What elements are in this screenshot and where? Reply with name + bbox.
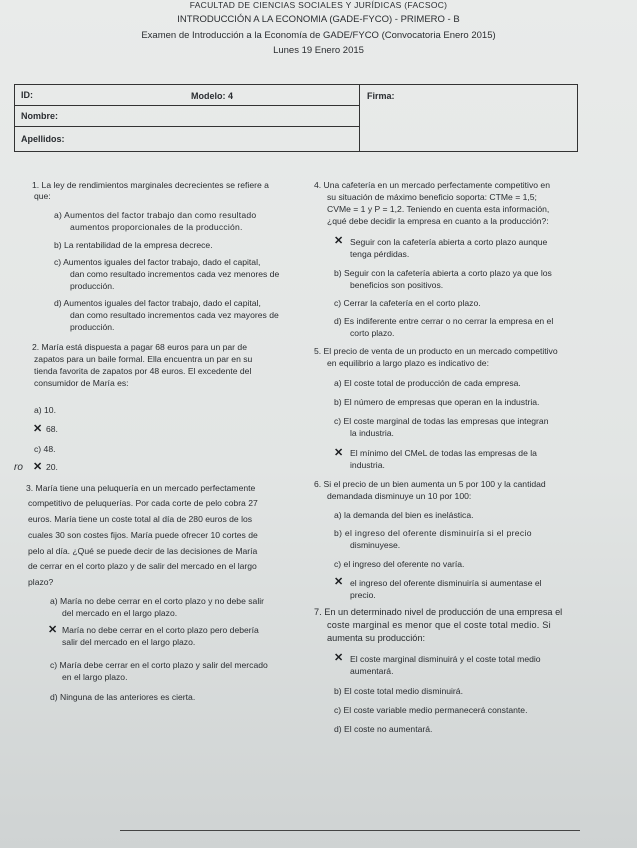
q3-option-b-1[interactable]: María no debe cerrar en el corto plazo pero debería — [62, 625, 259, 635]
modelo-label: Modelo: 4 — [191, 91, 233, 101]
cross-mark-icon: ✕ — [334, 576, 344, 588]
q5-option-c-1[interactable]: c) El coste marginal de todas las empresas que integran — [334, 416, 549, 426]
exam-date: Lunes 19 Enero 2015 — [273, 45, 364, 56]
q1-option-b[interactable]: b) La rentabilidad de la empresa decrece. — [54, 240, 213, 250]
q3-option-a-1[interactable]: a) María no debe cerrar en el corto plazo y no debe salir — [50, 596, 265, 606]
q7-option-b[interactable]: b) El coste total medio disminuirá. — [334, 686, 463, 696]
q3-option-c-1[interactable]: c) María debe cerrar en el corto plazo y salir del mercado — [50, 660, 268, 670]
q5-option-c-2: la industria. — [350, 428, 394, 438]
q4-option-d-2: corto plazo. — [350, 328, 395, 338]
faculty-title: FACULTAD DE CIENCIAS SOCIALES Y JURÍDICAS (FACSOC) — [189, 0, 448, 10]
cross-mark-icon: ✕ — [334, 235, 344, 247]
q5-line-2: en equilibrio a largo plazo es indicativo de: — [327, 358, 489, 368]
q4-option-b-2: beneficios son positivos. — [350, 280, 444, 290]
q7-line-3: aumenta su producción: — [327, 633, 426, 643]
q1-option-c-1[interactable]: c) Aumentos iguales del factor trabajo, dado el capital, — [54, 257, 261, 267]
q5-line-1: 5. El precio de venta de un producto en un mercado competitivo — [314, 346, 558, 356]
q4-option-a-1[interactable]: Seguir con la cafetería abierta a corto plazo aunque — [350, 237, 548, 247]
q3-line-2: competitivo de peluquerías. Por cada corte de pelo cobra 27 — [28, 498, 258, 508]
q2-line-4: consumidor de María es: — [34, 378, 129, 388]
q1-option-a-2: aumentos proporcionales de la producción. — [70, 222, 243, 232]
q6-line-2: demandada disminuye un 10 por 100: — [327, 491, 472, 501]
q4-option-b-1[interactable]: b) Seguir con la cafetería abierta a corto plazo ya que los — [334, 268, 552, 278]
q3-line-6: de cerrar en el corto plazo y de salir del mercado en el largo — [28, 561, 257, 571]
page-bottom-line — [120, 830, 580, 831]
course-title: INTRODUCCIÓN A LA ECONOMIA (GADE-FYCO) - PRIMERO - B — [177, 14, 460, 25]
q1-option-c-3: producción. — [70, 281, 115, 291]
cross-mark-icon: ✕ — [334, 652, 344, 664]
id-row[interactable] — [15, 85, 359, 106]
q6-option-b-1[interactable]: b) el ingreso del oferente disminuiría si el precio — [334, 528, 532, 538]
cross-mark-icon: ✕ — [48, 624, 58, 636]
q7-option-d[interactable]: d) El coste no aumentará. — [334, 724, 433, 734]
q3-line-7: plazo? — [28, 577, 54, 587]
q4-option-a-2: tenga pérdidas. — [350, 249, 410, 259]
q4-line-2: su situación de máximo beneficio soporta: CTMe = 1,5; — [327, 192, 537, 202]
q2-option-d[interactable]: 20. — [46, 462, 58, 472]
q3-line-1: 3. María tiene una peluquería en un mercado perfectamente — [26, 483, 256, 493]
q2-option-b[interactable]: 68. — [46, 424, 58, 434]
cross-mark-icon: ✕ — [33, 423, 43, 435]
q1-option-a-1[interactable]: a) Aumentos del factor trabajo dan como resultado — [54, 210, 257, 220]
q4-line-3: CVMe = 1 y P = 1,2. Teniendo en cuenta esta información, — [327, 204, 550, 214]
q6-option-d-2: precio. — [350, 590, 376, 600]
q4-option-d-1[interactable]: d) Es indiferente entre cerrar o no cerrar la empresa en el — [334, 316, 554, 326]
q6-option-d-1[interactable]: el ingreso del oferente disminuiría si aumentase el — [350, 578, 542, 588]
q6-option-c[interactable]: c) el ingreso del oferente no varía. — [334, 559, 465, 569]
q4-option-c[interactable]: c) Cerrar la cafetería en el corto plazo. — [334, 298, 481, 308]
q4-line-4: ¿qué debe decidir la empresa en cuanto a la producción?: — [327, 216, 549, 226]
q2-option-c[interactable]: c) 48. — [34, 444, 56, 454]
q6-line-1: 6. Si el precio de un bien aumenta un 5 por 100 y la cantidad — [314, 479, 546, 489]
q6-option-b-2: disminuyese. — [350, 540, 401, 550]
q1-line-1: 1. La ley de rendimientos marginales decrecientes se refiere a — [32, 180, 269, 190]
q2-line-3: tienda favorita de zapatos por 48 euros. El excedente del — [34, 366, 252, 376]
handwritten-note: ro — [14, 462, 23, 473]
firma-label: Firma: — [367, 91, 395, 101]
q3-option-b-2: salir del mercado en el largo plazo. — [62, 637, 196, 647]
q5-option-d-1[interactable]: El mínimo del CMeL de todas las empresas de la — [350, 448, 537, 458]
nombre-row[interactable] — [15, 106, 359, 127]
nombre-label: Nombre: — [21, 111, 59, 121]
q1-option-d-1[interactable]: d) Aumentos iguales del factor trabajo, dado el capital, — [54, 298, 261, 308]
q6-option-a[interactable]: a) la demanda del bien es inelástica. — [334, 510, 474, 520]
q3-option-c-2: en el largo plazo. — [62, 672, 128, 682]
cross-mark-icon: ✕ — [33, 461, 43, 473]
q1-option-d-3: producción. — [70, 322, 115, 332]
box-divider — [359, 85, 360, 151]
exam-title: Examen de Introducción a la Economía de GADE/FYCO (Convocatoria Enero 2015) — [141, 30, 496, 41]
q2-option-a[interactable]: a) 10. — [34, 405, 56, 415]
q3-line-4: cuales 30 son costes fijos. María puede ofrecer 10 cortes de — [28, 530, 258, 540]
q2-line-2: zapatos para un baile formal. Ella encuentra un par en su — [34, 354, 253, 364]
q3-line-5: pelo al día. ¿Qué se puede decir de las decisiones de María — [28, 546, 258, 556]
q5-option-b[interactable]: b) El número de empresas que operan en la industria. — [334, 397, 540, 407]
apellidos-label: Apellidos: — [21, 134, 65, 144]
q2-line-1: 2. María está dispuesta a pagar 68 euros para un par de — [32, 342, 247, 352]
q1-option-d-2: dan como resultado incrementos cada vez mayores de — [70, 310, 279, 320]
apellidos-row[interactable] — [15, 127, 359, 151]
student-info-box — [14, 84, 578, 152]
q5-option-d-2: industria. — [350, 460, 385, 470]
q5-option-a[interactable]: a) El coste total de producción de cada empresa. — [334, 378, 521, 388]
q3-line-3: euros. María tiene un coste total al día de 280 euros de los — [28, 514, 253, 524]
q4-line-1: 4. Una cafetería en un mercado perfectamente competitivo en — [314, 180, 550, 190]
id-label: ID: — [21, 90, 33, 100]
q7-line-1: 7. En un determinado nivel de producción de una empresa el — [314, 607, 563, 617]
cross-mark-icon: ✕ — [334, 447, 344, 459]
q7-option-a-2: aumentará. — [350, 666, 394, 676]
q3-option-d[interactable]: d) Ninguna de las anteriores es cierta. — [50, 692, 196, 702]
q3-option-a-2: del mercado en el largo plazo. — [62, 608, 178, 618]
q1-option-c-2: dan como resultado incrementos cada vez menores de — [70, 269, 280, 279]
q7-option-a-1[interactable]: El coste marginal disminuirá y el coste total medio — [350, 654, 541, 664]
q7-option-c[interactable]: c) El coste variable medio permanecerá constante. — [334, 705, 528, 715]
q1-line-2: que: — [34, 191, 51, 201]
q7-line-2: coste marginal es menor que el coste total medio. Si — [327, 620, 551, 630]
